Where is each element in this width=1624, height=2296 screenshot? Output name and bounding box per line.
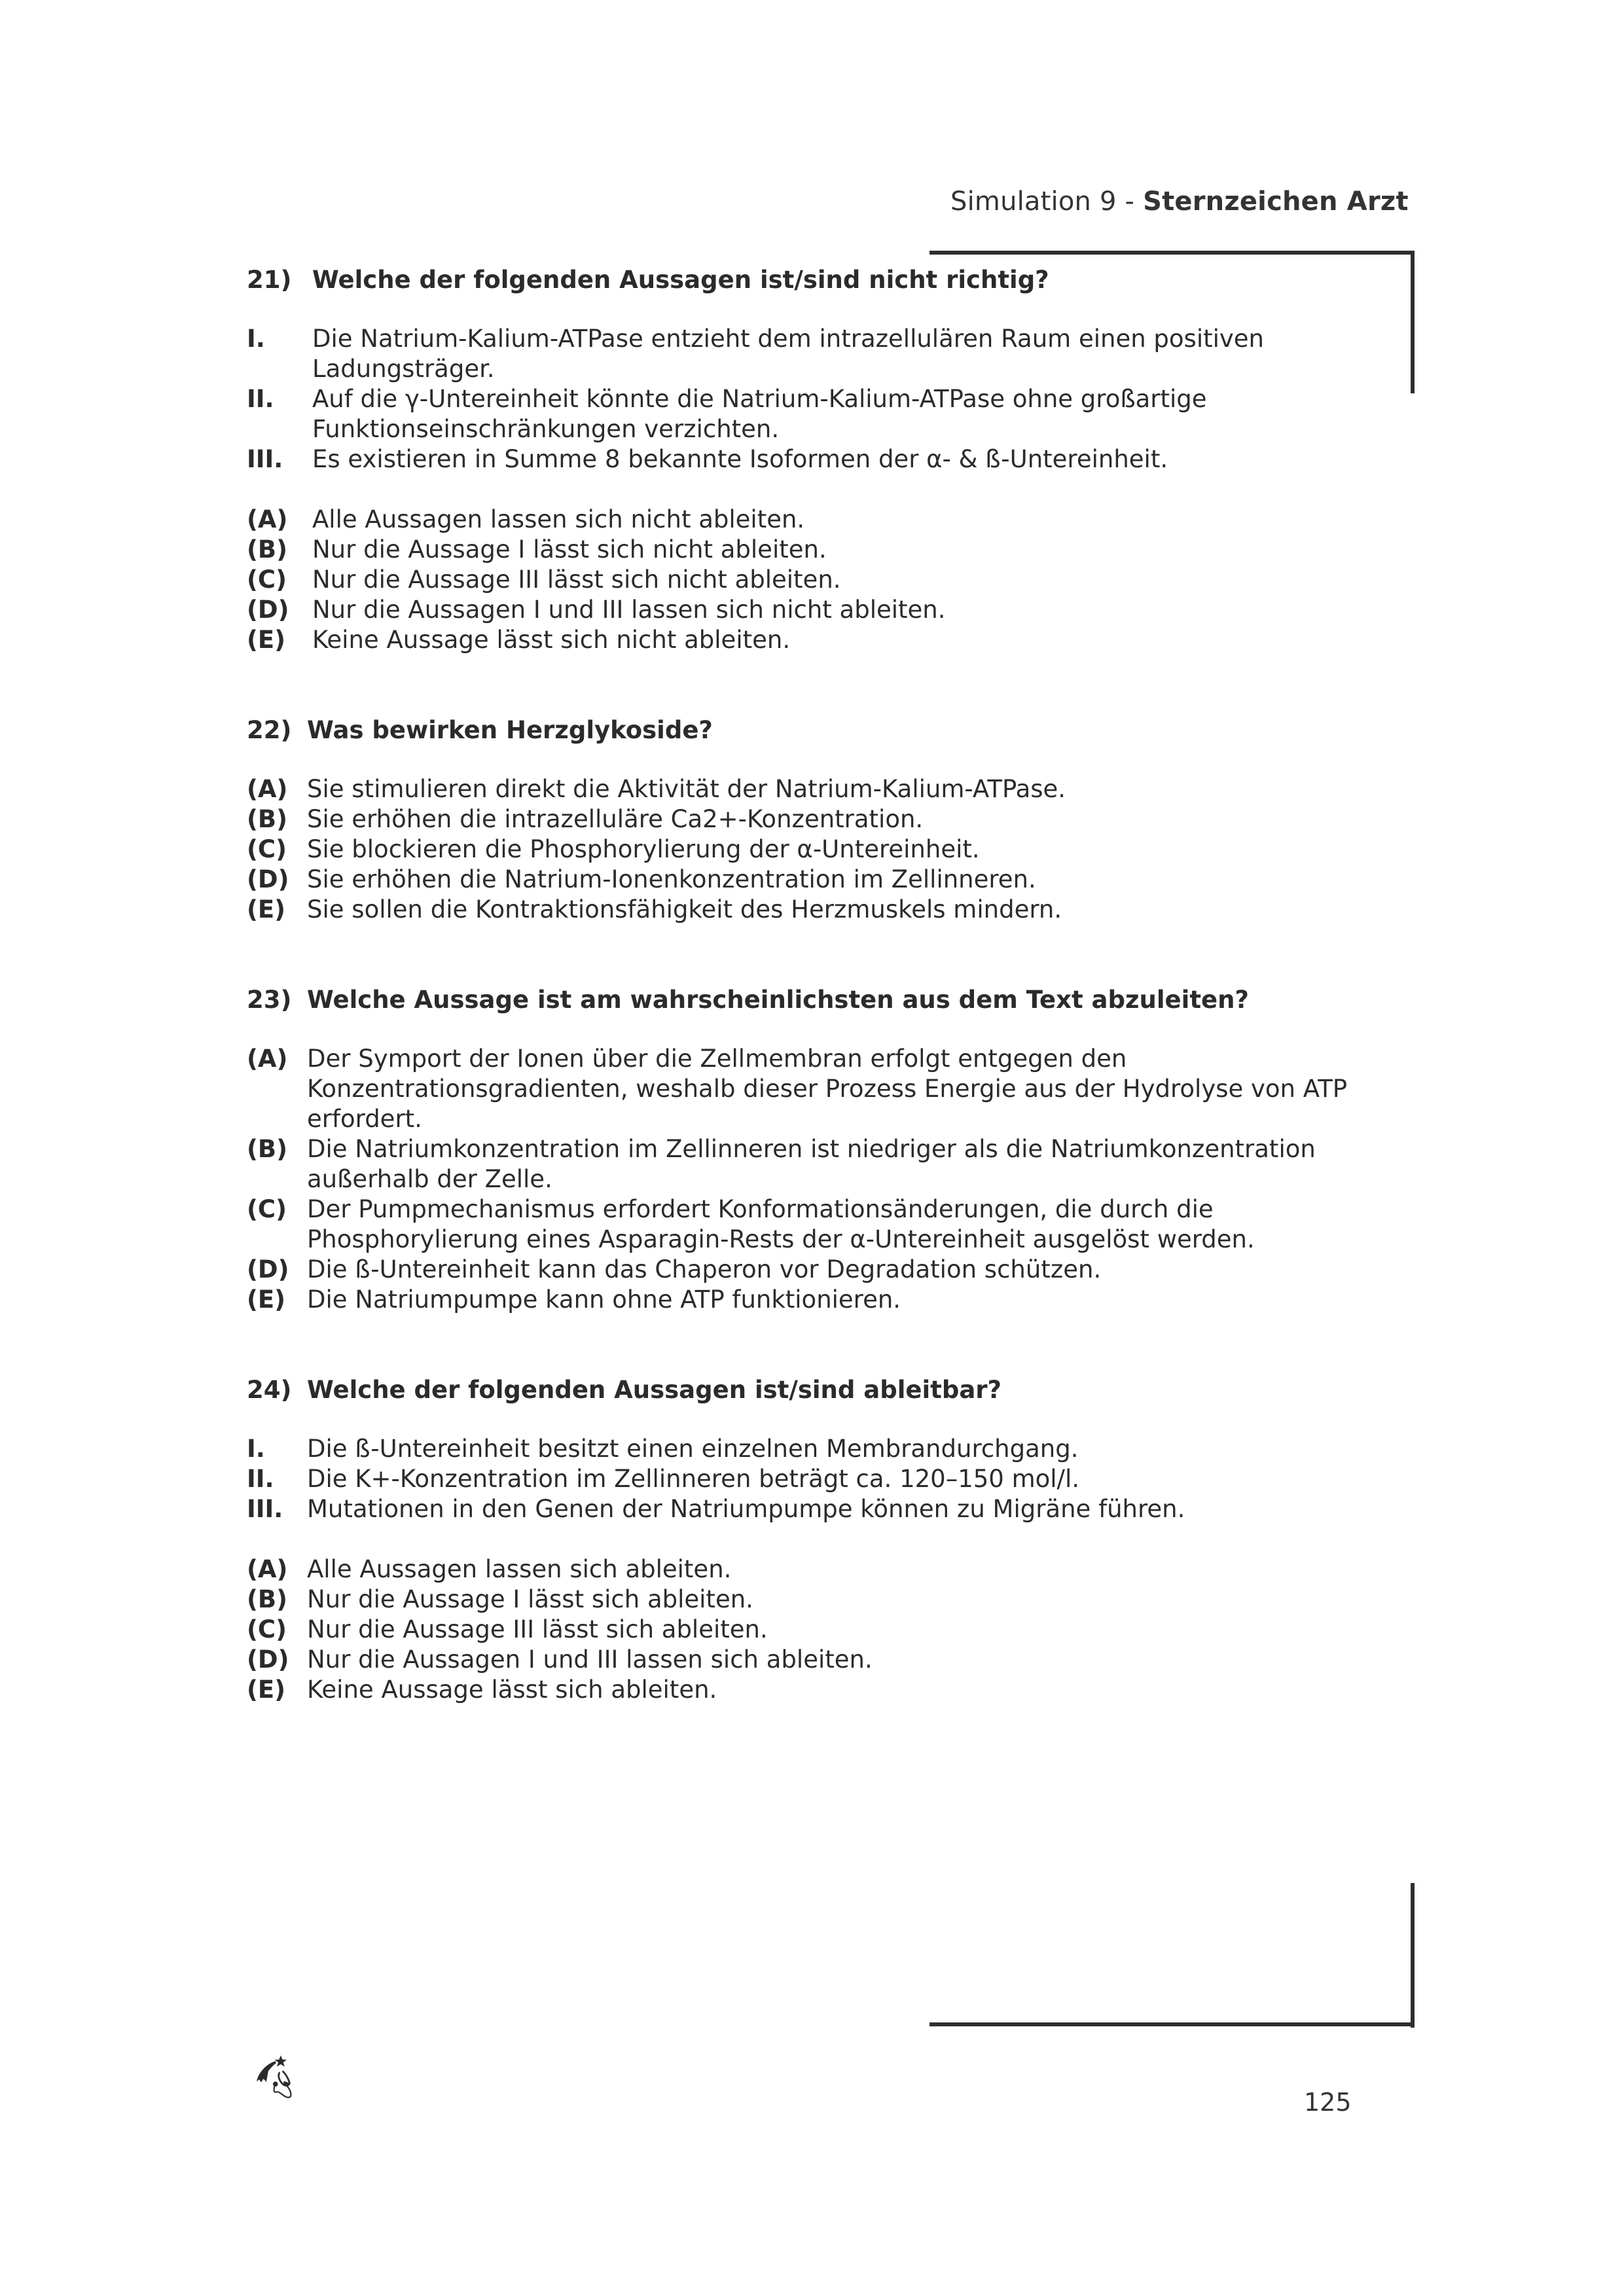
statement-label: II.: [247, 1465, 274, 1493]
option-label: (A): [247, 1555, 288, 1583]
question-text: Welche Aussage ist am wahrscheinlichsten aus dem Text abzuleiten?: [307, 986, 1249, 1014]
answer-option-c[interactable]: [247, 565, 1379, 595]
option-label: (B): [247, 1585, 288, 1613]
question-title: [247, 1375, 1379, 1405]
answer-option-a[interactable]: [247, 1044, 1379, 1134]
header-title: Sternzeichen Arzt: [1143, 187, 1409, 217]
answer-option-a[interactable]: [247, 774, 1379, 804]
top-frame-vertical: [1411, 251, 1415, 393]
statement-label: III.: [247, 445, 283, 473]
question-23: [247, 985, 1379, 1315]
option-label: (E): [247, 1285, 286, 1314]
option-text: Sie erhöhen die intrazelluläre Ca2+-Konzentration.: [307, 805, 924, 833]
answer-option-b[interactable]: [247, 1585, 1379, 1615]
question-number: 21): [247, 266, 292, 294]
option-label: (D): [247, 1255, 289, 1283]
question-list: [247, 265, 1379, 1705]
question-number: 22): [247, 716, 292, 744]
question-title: [247, 985, 1379, 1015]
question-number: 24): [247, 1376, 292, 1404]
option-text: Die Natriumpumpe kann ohne ATP funktionieren.: [307, 1285, 901, 1314]
statement-text: Mutationen in den Genen der Natriumpumpe können zu Migräne führen.: [307, 1495, 1185, 1523]
statement-label: I.: [247, 325, 265, 353]
option-label: (A): [247, 775, 288, 803]
option-text: Nur die Aussage I lässt sich ableiten.: [307, 1585, 753, 1613]
option-label: (C): [247, 1615, 287, 1643]
statement-item: [247, 324, 1379, 384]
option-label: (E): [247, 895, 286, 924]
header-prefix: Simulation 9 -: [950, 187, 1144, 217]
statement-label: I.: [247, 1435, 265, 1463]
shooting-star-stethoscope-logo-icon: [244, 2036, 329, 2121]
option-label: (D): [247, 596, 289, 624]
answer-option-d[interactable]: [247, 1255, 1379, 1285]
page-number: 125: [1304, 2088, 1352, 2117]
question-title: [247, 715, 1379, 745]
answer-option-a[interactable]: [247, 505, 1379, 535]
option-label: (B): [247, 1135, 288, 1163]
question-text: Welche der folgenden Aussagen ist/sind ableitbar?: [307, 1376, 1002, 1404]
answer-options: [247, 774, 1379, 925]
question-21: [247, 265, 1379, 655]
statement-list: [247, 1434, 1379, 1524]
option-text: Die Natriumkonzentration im Zellinneren ist niedriger als die Natriumkonzentration außerhalb der Zelle.: [307, 1135, 1316, 1193]
answer-option-b[interactable]: [247, 1134, 1379, 1194]
option-text: Nur die Aussage III lässt sich nicht ableiten.: [312, 565, 841, 594]
answer-option-a[interactable]: [247, 1554, 1379, 1585]
answer-option-e[interactable]: [247, 625, 1379, 655]
answer-option-c[interactable]: [247, 1194, 1379, 1255]
option-text: Keine Aussage lässt sich ableiten.: [307, 1676, 717, 1704]
option-label: (A): [247, 505, 288, 533]
statement-item: [247, 1494, 1379, 1524]
option-label: (B): [247, 535, 288, 564]
statement-label: III.: [247, 1495, 283, 1523]
answer-option-d[interactable]: [247, 595, 1379, 625]
option-text: Nur die Aussagen I und III lassen sich nicht ableiten.: [312, 596, 946, 624]
statement-item: [247, 384, 1379, 444]
option-text: Der Pumpmechanismus erfordert Konformationsänderungen, die durch die Phosphorylierung eines Asparagin-Rests der α-Untereinheit ausgelöst werden.: [307, 1195, 1255, 1253]
option-label: (C): [247, 1195, 287, 1223]
statement-item: [247, 1464, 1379, 1494]
bottom-frame-vertical: [1411, 1883, 1415, 2028]
statement-text: Die ß-Untereinheit besitzt einen einzelnen Membrandurchgang.: [307, 1435, 1079, 1463]
question-22: [247, 715, 1379, 925]
statement-item: [247, 1434, 1379, 1464]
statement-text: Es existieren in Summe 8 bekannte Isoformen der α- & ß-Untereinheit.: [312, 445, 1168, 473]
option-text: Nur die Aussage III lässt sich ableiten.: [307, 1615, 768, 1643]
answer-option-e[interactable]: [247, 895, 1379, 925]
option-label: (C): [247, 835, 287, 863]
option-text: Sie sollen die Kontraktionsfähigkeit des Herzmuskels mindern.: [307, 895, 1062, 924]
answer-option-e[interactable]: [247, 1675, 1379, 1705]
statement-item: [247, 444, 1379, 475]
question-title: [247, 265, 1379, 295]
option-label: (D): [247, 1645, 289, 1674]
option-text: Nur die Aussage I lässt sich nicht ableiten.: [312, 535, 827, 564]
option-label: (A): [247, 1045, 288, 1073]
answer-option-d[interactable]: [247, 865, 1379, 895]
answer-option-c[interactable]: [247, 834, 1379, 865]
option-text: Sie blockieren die Phosphorylierung der α-Untereinheit.: [307, 835, 980, 863]
statement-text: Die K+-Konzentration im Zellinneren beträgt ca. 120–150 mol/l.: [307, 1465, 1080, 1493]
answer-option-e[interactable]: [247, 1285, 1379, 1315]
answer-options: [247, 1044, 1379, 1315]
top-frame-line: [929, 251, 1415, 255]
option-text: Alle Aussagen lassen sich nicht ableiten.: [312, 505, 805, 533]
option-text: Keine Aussage lässt sich nicht ableiten.: [312, 626, 791, 654]
statement-text: Die Natrium-Kalium-ATPase entzieht dem intrazellulären Raum einen positiven Ladungsträger.: [312, 325, 1265, 383]
option-label: (E): [247, 1676, 286, 1704]
answer-options: [247, 1554, 1379, 1705]
bottom-frame-line: [929, 2022, 1415, 2026]
option-text: Sie erhöhen die Natrium-Ionenkonzentration im Zellinneren.: [307, 865, 1036, 893]
option-text: Alle Aussagen lassen sich ableiten.: [307, 1555, 732, 1583]
option-label: (D): [247, 865, 289, 893]
question-text: Was bewirken Herzglykoside?: [307, 716, 713, 744]
statement-list: [247, 324, 1379, 475]
option-text: Der Symport der Ionen über die Zellmembran erfolgt entgegen den Konzentrationsgradienten, weshalb dieser Prozess Energie aus der Hydrolyse von ATP erfordert.: [307, 1045, 1348, 1133]
question-24: [247, 1375, 1379, 1705]
option-text: Sie stimulieren direkt die Aktivität der Natrium-Kalium-ATPase.: [307, 775, 1066, 803]
option-text: Die ß-Untereinheit kann das Chaperon vor Degradation schützen.: [307, 1255, 1102, 1283]
running-header: [950, 187, 1409, 217]
option-label: (B): [247, 805, 288, 833]
answer-option-c[interactable]: [247, 1615, 1379, 1645]
answer-options: [247, 505, 1379, 655]
option-label: (C): [247, 565, 287, 594]
statement-label: II.: [247, 385, 274, 413]
option-label: (E): [247, 626, 286, 654]
answer-option-b[interactable]: [247, 804, 1379, 834]
question-number: 23): [247, 986, 292, 1014]
option-text: Nur die Aussagen I und III lassen sich ableiten.: [307, 1645, 873, 1674]
question-text: Welche der folgenden Aussagen ist/sind nicht richtig?: [312, 266, 1049, 294]
answer-option-d[interactable]: [247, 1645, 1379, 1675]
answer-option-b[interactable]: [247, 535, 1379, 565]
statement-text: Auf die γ-Untereinheit könnte die Natrium-Kalium-ATPase ohne großartige Funktionseinschränkungen verzichten.: [312, 385, 1207, 443]
